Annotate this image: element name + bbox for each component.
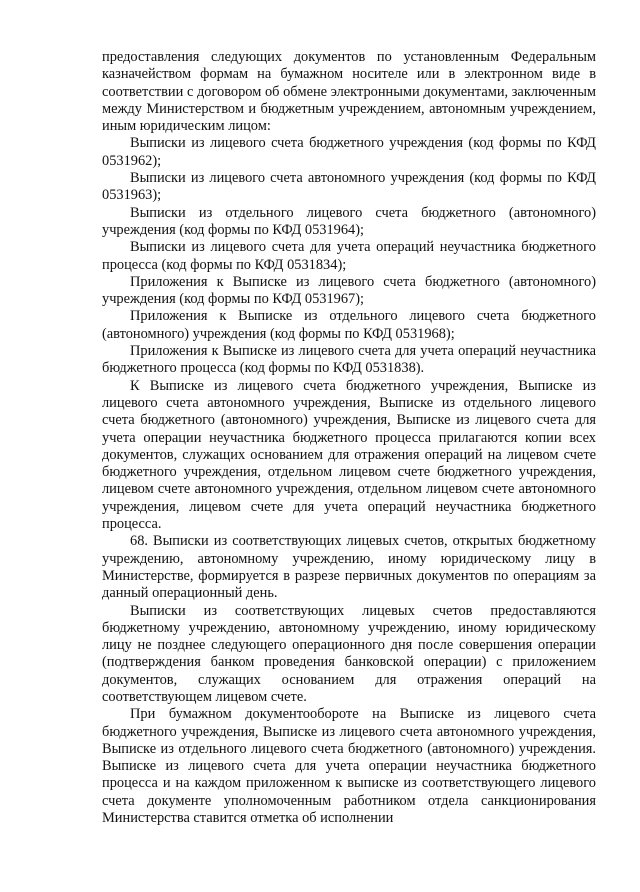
paragraph-list-item-6: Приложения к Выписке из отдельного лицевого счета бюджетного (автономного) учреждения (код формы по КФД 0531968);	[102, 308, 596, 342]
paragraph-list-item-7: Приложения к Выписке из лицевого счета для учета операций неучастника бюджетного процесса (код формы по КФД 0531838).	[102, 343, 596, 377]
paragraph-list-item-1: Выписки из лицевого счета бюджетного учреждения (код формы по КФД 0531962);	[102, 135, 596, 169]
paragraph-continuation: предоставления следующих документов по установленным Федеральным казначейством формам на бумажном носителе или в электронном виде в соответствии с договором об обмене электронными документами, заключенным между Министерством и бюджетным учреждением, автономным учреждением, иным юридическим лицом:	[102, 49, 596, 135]
paragraph-clause-68: 68. Выписки из соответствующих лицевых счетов, открытых бюджетному учреждению, автономному учреждению, иному юридическому лицу в Министерстве, формируется в разрезе первичных документов по операциям за данный операционный день.	[102, 533, 596, 602]
paragraph-list-item-3: Выписки из отдельного лицевого счета бюджетного (автономного) учреждения (код формы по КФД 0531964);	[102, 204, 596, 238]
document-page	[102, 49, 596, 827]
paragraph-list-item-5: Приложения к Выписке из лицевого счета бюджетного (автономного) учреждения (код формы по КФД 0531967);	[102, 273, 596, 308]
paragraph-list-item-2: Выписки из лицевого счета автономного учреждения (код формы по КФД 0531963);	[102, 170, 596, 204]
paragraph-paper-workflow: При бумажном документообороте на Выписке из лицевого счета бюджетного учреждения, Выписке из лицевого счета автономного учреждения, Выписке из отдельного лицевого счета бюджетного (автономного) учреждения. Выписке из лицевого счета для учета операции неучастника бюджетного процесса и на каждом приложенном к выписке из соответствующего лицевого счета документе уполномоченным работником отдела санкционирования Министерства ставится отметка об исполнении	[102, 706, 596, 827]
paragraph-statements-delivery: Выписки из соответствующих лицевых счетов предоставляются бюджетному учреждению, автономному учреждению, иному юридическому лицу не позднее следующего операционного дня после совершения операции (подтверждения банком проведения банковской операции) с приложением документов, служащих основанием для отражения операций на соответствующем лицевом счете.	[102, 602, 596, 705]
paragraph-list-item-4: Выписки из лицевого счета для учета операций неучастника бюджетного процесса (код формы по КФД 0531834);	[102, 239, 596, 273]
paragraph-attachments: К Выписке из лицевого счета бюджетного учреждения, Выписке из лицевого счета автономного учреждения, Выписке из отдельного лицевого счета бюджетного (автономного) учреждения, Выписке из лицевого счета для учета операции неучастника бюджетного процесса прилагаются копии всех документов, служащих основанием для отражения операций на лицевом счете бюджетного учреждения, отдельном лицевом счете бюджетного учреждения, лицевом счете автономного учреждения, отдельном лицевом счете автономного учреждения, лицевом счете для учета операций неучастника бюджетного процесса.	[102, 377, 596, 533]
